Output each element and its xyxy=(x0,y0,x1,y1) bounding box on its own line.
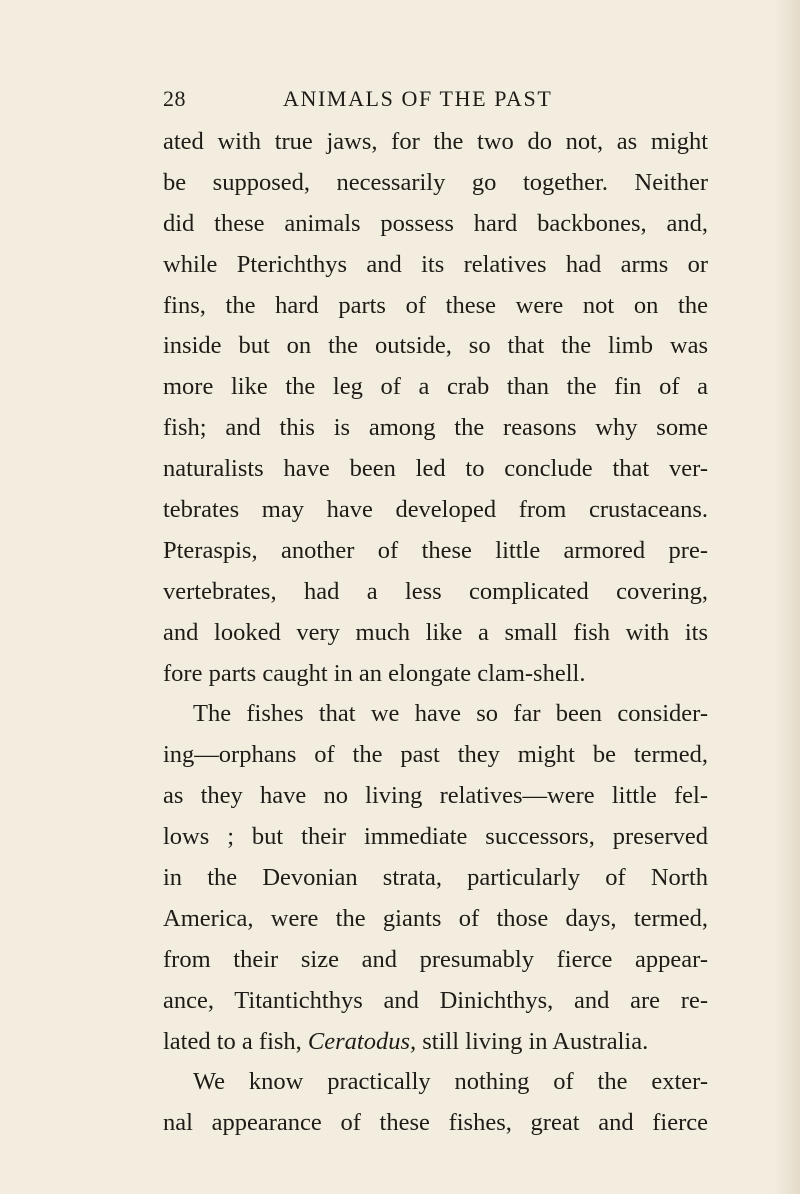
text-fragment: lated to a fish, xyxy=(163,1027,308,1055)
text-line: fins, the hard parts of these were not on the xyxy=(163,291,708,319)
text-line: as they have no living relatives—were little fel- xyxy=(163,782,708,810)
page-edge-shading xyxy=(774,0,800,1194)
text-line: fore parts caught in an elongate clam-shell. xyxy=(163,659,586,687)
text-line: ated with true jaws, for the two do not, as might xyxy=(163,128,708,155)
text-line: more like the leg of a crab than the fin of a xyxy=(163,373,708,401)
text-line: Pteraspis, another of these little armored pre- xyxy=(163,536,708,564)
text-line: and looked very much like a small fish with its xyxy=(163,618,708,646)
text-line: did these animals possess hard backbones, and, xyxy=(163,209,708,237)
text-line: America, were the giants of those days, termed, xyxy=(163,904,708,932)
text-line: in the Devonian strata, particularly of North xyxy=(163,864,708,892)
page-header-title: ANIMALS OF THE PAST xyxy=(283,86,553,111)
text-line xyxy=(163,1022,708,1063)
text-line: lows ; but their immediate successors, preserved xyxy=(163,823,708,851)
paragraph-start-line: We know practically nothing of the exter- xyxy=(193,1068,708,1096)
running-head xyxy=(163,86,693,120)
text-line: while Pterichthys and its relatives had arms or xyxy=(163,250,708,278)
text-line: vertebrates, had a less complicated covering, xyxy=(163,577,708,605)
species-name-italic: Ceratodus, xyxy=(307,1027,417,1055)
text-line: naturalists have been led to conclude that ver- xyxy=(163,455,708,483)
text-line: be supposed, necessarily go together. Neither xyxy=(163,168,708,196)
page-number: 28 xyxy=(163,86,186,111)
text-line: nal appearance of these fishes, great and fierce xyxy=(163,1109,708,1137)
paragraph-start-line: The fishes that we have so far been consider- xyxy=(193,700,708,728)
text-line: ance, Titantichthys and Dinichthys, and are re- xyxy=(163,986,708,1014)
text-line: inside but on the outside, so that the limb was xyxy=(163,332,708,360)
text-line: tebrates may have developed from crustaceans. xyxy=(163,496,708,524)
text-line: fish; and this is among the reasons why some xyxy=(163,414,708,442)
text-fragment: still living in Australia. xyxy=(416,1027,649,1055)
body-text xyxy=(163,122,708,1144)
text-line: from their size and presumably fierce appear- xyxy=(163,945,708,973)
text-line: ing—orphans of the past they might be termed, xyxy=(163,741,708,769)
